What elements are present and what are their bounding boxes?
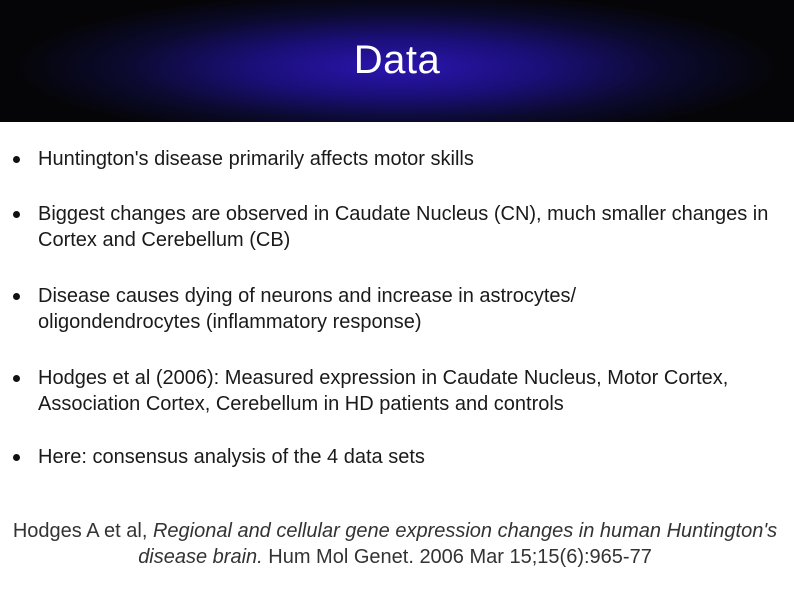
bullet-text: Huntington's disease primarily affects motor skills — [38, 148, 474, 170]
bullet-text: Here: consensus analysis of the 4 data sets — [38, 446, 425, 468]
slide-title: Data — [353, 38, 441, 82]
bullet-text: Hodges et al (2006): Measured expression in Caudate Nucleus, Motor Cortex, Association Cortex, Cerebellum in HD patients and controls — [38, 367, 729, 415]
bullet-dot-icon — [13, 156, 20, 163]
citation-authors: Hodges A et al, — [12, 520, 153, 542]
title-bar — [0, 0, 794, 122]
bullet-text: Biggest changes are observed in Caudate Nucleus (CN), much smaller changes in Cortex and Cerebellum (CB) — [38, 203, 769, 251]
bullet-dot-icon — [13, 375, 20, 382]
bullet-dot-icon — [13, 454, 20, 461]
bullet-dot-icon — [13, 211, 20, 218]
citation-journal: Hum Mol Genet. 2006 Mar 15;15(6):965-77 — [262, 546, 652, 568]
bullet-dot-icon — [13, 293, 20, 300]
citation-title: Regional and cellular gene expression changes in human Huntington's disease brain. — [138, 520, 778, 568]
citation — [0, 518, 792, 570]
bullet-text: Disease causes dying of neurons and increase in astrocytes/ oligondendrocytes (inflammatory response) — [38, 285, 577, 333]
